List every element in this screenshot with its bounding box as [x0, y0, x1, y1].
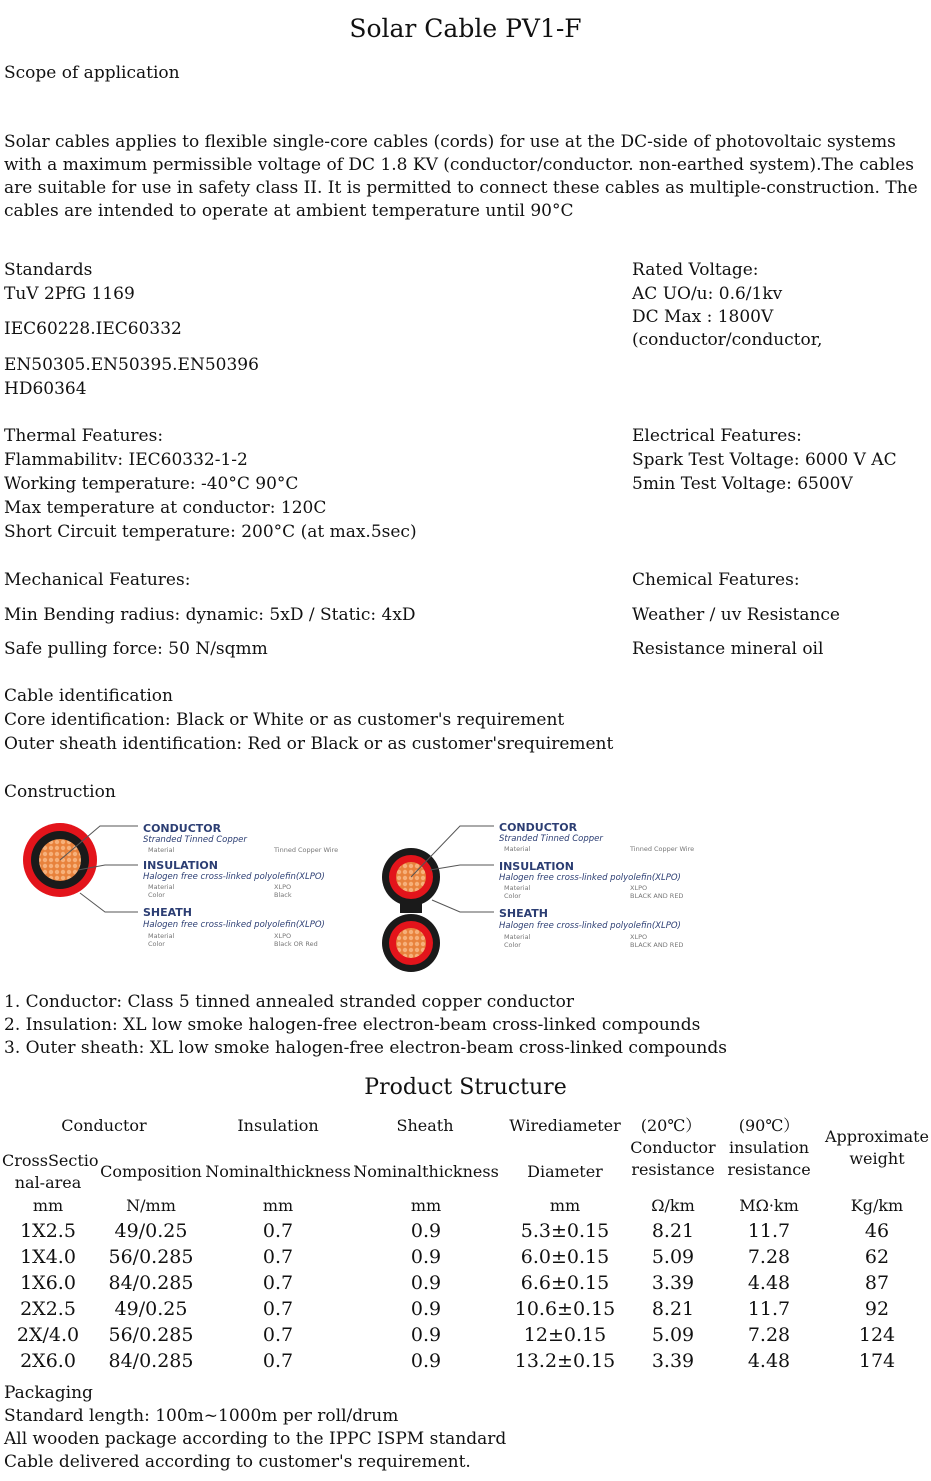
twin-sheath-v2: BLACK AND RED	[630, 941, 684, 949]
scope-paragraph: Solar cables applies to flexible single-core cables (cords) for use at the DC-side of photovoltaic systems with a maximum permissible voltage of DC 1.8 KV (conductor/conductor. non-earthed system).The cables are suitable for use in safety class II. It is permitted to connect these cables as multiple-construction. The cables are intended to operate at ambient temperature until 90°C	[4, 132, 918, 221]
construction-note: 3. Outer sheath: XL low smoke halogen-free electron-beam cross-linked compounds	[4, 1038, 727, 1058]
table-cell: 0.9	[410, 1324, 442, 1346]
table-cell: 0.7	[262, 1220, 294, 1242]
twin-sheath-v1: XLPO	[630, 933, 648, 941]
unit-cell: mm	[262, 1196, 294, 1215]
twin-conductor-k1: Material	[504, 845, 531, 853]
header-conductor-resistance: Conductor	[630, 1138, 716, 1157]
single-conductor-v1: Tinned Copper Wire	[274, 846, 339, 854]
twin-insulation-title: INSULATION	[499, 860, 574, 873]
electrical-heading: Electrical Features:	[632, 426, 802, 446]
unit-cell: mm	[549, 1196, 581, 1215]
twin-sheath-sub: Halogen free cross-linked polyolefin(XLPO)	[499, 921, 681, 931]
table-cell: 4.48	[747, 1272, 791, 1294]
table-cell: 10.6±0.15	[514, 1298, 616, 1320]
packaging-item: Cable delivered according to customer's requirement.	[4, 1452, 471, 1472]
table-cell: 0.7	[262, 1272, 294, 1294]
table-cell: 92	[864, 1298, 890, 1320]
header-weight: weight	[849, 1149, 905, 1168]
twin-conductor-sub: Stranded Tinned Copper	[499, 834, 603, 844]
header-conductor: Conductor	[61, 1116, 147, 1135]
single-conductor-sub: Stranded Tinned Copper	[143, 835, 247, 845]
table-cell: 2X2.5	[20, 1298, 76, 1320]
twin-conductor-title: CONDUCTOR	[499, 821, 578, 834]
table-cell: 0.9	[410, 1298, 442, 1320]
single-insulation-title: INSULATION	[143, 859, 218, 872]
unit-cell: N/mm	[126, 1196, 176, 1215]
unit-cell: Ω/km	[651, 1196, 695, 1215]
table-cell: 56/0.285	[108, 1324, 194, 1346]
electrical-item: 5min Test Voltage: 6500V	[632, 474, 853, 494]
chemical-heading: Chemical Features:	[632, 570, 800, 590]
single-insulation-k2: Color	[148, 891, 165, 899]
table-cell: 0.9	[410, 1350, 442, 1372]
mechanical-item: Safe pulling force: 50 N/sqmm	[4, 639, 268, 659]
table-cell: 0.9	[410, 1272, 442, 1294]
standards-item: HD60364	[4, 379, 87, 399]
standards-item: EN50305.EN50395.EN50396	[4, 355, 259, 375]
table-cell: 0.7	[262, 1298, 294, 1320]
table-cell: 49/0.25	[114, 1220, 188, 1242]
table-cell: 5.09	[651, 1324, 695, 1346]
table-cell: 11.7	[747, 1220, 791, 1242]
header-20c: (20℃）	[640, 1116, 702, 1135]
table-cell: 3.39	[651, 1272, 695, 1294]
table-cell: 6.6±0.15	[520, 1272, 610, 1294]
table-cell: 8.21	[651, 1220, 695, 1242]
header-cross-section: nal-area	[14, 1173, 82, 1192]
table-cell: 5.09	[651, 1246, 695, 1268]
table-cell: 2X6.0	[20, 1350, 76, 1372]
standards-item: TuV 2PfG 1169	[4, 284, 135, 304]
rated-voltage-item: (conductor/conductor,	[632, 330, 823, 350]
twin-insulation-v2: BLACK AND RED	[630, 892, 684, 900]
header-90c: (90℃）	[738, 1116, 800, 1135]
packaging-item: All wooden package according to the IPPC ISPM standard	[4, 1429, 507, 1449]
thermal-heading: Thermal Features:	[4, 426, 164, 446]
header-cross-section: CrossSectio	[2, 1151, 99, 1170]
rated-voltage-item: DC Max : 1800V	[632, 307, 774, 327]
twin-insulation-v1: XLPO	[630, 884, 648, 892]
single-conductor-k1: Material	[148, 846, 175, 854]
mechanical-item: Min Bending radius: dynamic: 5xD / Static: 4xD	[4, 605, 416, 625]
table-cell: 46	[864, 1220, 890, 1242]
twin-sheath-k1: Material	[504, 933, 531, 941]
unit-cell: mm	[410, 1196, 442, 1215]
table-cell: 12±0.15	[523, 1324, 607, 1346]
twin-sheath-title: SHEATH	[499, 907, 549, 920]
rated-voltage-item: AC UO/u: 0.6/1kv	[632, 284, 783, 304]
single-sheath-title: SHEATH	[143, 906, 193, 919]
single-sheath-k1: Material	[148, 932, 175, 940]
header-insulation-thickness: Nominalthickness	[205, 1162, 351, 1181]
electrical-item: Spark Test Voltage: 6000 V AC	[632, 450, 897, 470]
single-insulation-sub: Halogen free cross-linked polyolefin(XLPO)	[143, 872, 325, 882]
packaging-heading: Packaging	[4, 1383, 93, 1403]
header-composition: Composition	[100, 1162, 202, 1181]
product-structure-title: Product Structure	[364, 1075, 567, 1100]
packaging-item: Standard length: 100m~1000m per roll/drum	[4, 1406, 399, 1426]
header-sheath-thickness: Nominalthickness	[353, 1162, 499, 1181]
chemical-item: Resistance mineral oil	[632, 639, 824, 659]
table-cell: 62	[864, 1246, 890, 1268]
table-cell: 0.9	[410, 1220, 442, 1242]
table-cell: 1X6.0	[20, 1272, 76, 1294]
table-cell: 87	[864, 1272, 890, 1294]
single-sheath-k2: Color	[148, 940, 165, 948]
table-cell: 49/0.25	[114, 1298, 188, 1320]
mechanical-heading: Mechanical Features:	[4, 570, 191, 590]
header-sheath: Sheath	[396, 1116, 454, 1135]
table-cell: 84/0.285	[108, 1272, 194, 1294]
identification-item: Outer sheath identification: Red or Black or as customer'srequirement	[4, 734, 614, 754]
table-cell: 1X2.5	[20, 1220, 76, 1242]
table-cell: 2X/4.0	[16, 1324, 80, 1346]
thermal-item: Flammabilitv: IEC60332-1-2	[4, 450, 248, 470]
table-cell: 0.7	[262, 1350, 294, 1372]
header-wirediameter: Wirediameter	[509, 1116, 621, 1135]
standards-heading: Standards	[4, 260, 93, 280]
table-cell: 3.39	[651, 1350, 695, 1372]
single-insulation-v2: Black	[274, 891, 292, 899]
twin-insulation-k2: Color	[504, 892, 521, 900]
identification-heading: Cable identification	[4, 686, 173, 706]
table-cell: 0.7	[262, 1324, 294, 1346]
header-insulation-resistance: insulation	[728, 1138, 810, 1157]
table-cell: 5.3±0.15	[520, 1220, 610, 1242]
header-insulation-resistance: resistance	[727, 1160, 811, 1179]
single-insulation-k1: Material	[148, 883, 175, 891]
table-cell: 0.9	[410, 1246, 442, 1268]
single-sheath-sub: Halogen free cross-linked polyolefin(XLPO)	[143, 920, 325, 930]
table-cell: 7.28	[747, 1246, 791, 1268]
single-insulation-v1: XLPO	[274, 883, 292, 891]
scope-heading: Scope of application	[4, 63, 180, 83]
twin-sheath-k2: Color	[504, 941, 521, 949]
header-weight: Approximate	[824, 1127, 930, 1146]
table-cell: 7.28	[747, 1324, 791, 1346]
table-cell: 0.7	[262, 1246, 294, 1268]
rated-voltage-heading: Rated Voltage:	[632, 260, 759, 280]
table-cell: 8.21	[651, 1298, 695, 1320]
single-sheath-v2: Black OR Red	[274, 940, 318, 948]
single-conductor-title: CONDUCTOR	[143, 822, 222, 835]
header-diameter: Diameter	[527, 1162, 603, 1181]
table-cell: 84/0.285	[108, 1350, 194, 1372]
header-insulation: Insulation	[237, 1116, 319, 1135]
unit-cell: Kg/km	[850, 1196, 904, 1215]
chemical-item: Weather / uv Resistance	[632, 605, 840, 625]
construction-note: 2. Insulation: XL low smoke halogen-free electron-beam cross-linked compounds	[4, 1015, 701, 1035]
standards-item: IEC60228.IEC60332	[4, 319, 182, 339]
table-cell: 124	[858, 1324, 896, 1346]
thermal-item: Short Circuit temperature: 200°C (at max.5sec)	[4, 522, 417, 542]
twin-core-cable-icon	[382, 848, 440, 972]
construction-heading: Construction	[4, 782, 116, 802]
table-cell: 174	[858, 1350, 896, 1372]
twin-conductor-v1: Tinned Copper Wire	[630, 845, 695, 853]
construction-diagram	[0, 815, 931, 980]
unit-cell: MΩ·km	[739, 1196, 799, 1215]
thermal-item: Max temperature at conductor: 120C	[4, 498, 327, 518]
header-conductor-resistance: resistance	[631, 1160, 715, 1179]
single-sheath-v1: XLPO	[274, 932, 292, 940]
identification-item: Core identification: Black or White or as customer's requirement	[4, 710, 565, 730]
page-title: Solar Cable PV1-F	[349, 14, 582, 43]
table-cell: 4.48	[747, 1350, 791, 1372]
table-cell: 13.2±0.15	[514, 1350, 616, 1372]
construction-note: 1. Conductor: Class 5 tinned annealed stranded copper conductor	[4, 992, 575, 1012]
twin-insulation-sub: Halogen free cross-linked polyolefin(XLPO)	[499, 873, 681, 883]
table-cell: 56/0.285	[108, 1246, 194, 1268]
unit-cell: mm	[32, 1196, 64, 1215]
table-cell: 11.7	[747, 1298, 791, 1320]
table-cell: 1X4.0	[20, 1246, 76, 1268]
twin-insulation-k1: Material	[504, 884, 531, 892]
table-cell: 6.0±0.15	[520, 1246, 610, 1268]
thermal-item: Working temperature: -40°C 90°C	[4, 474, 299, 494]
